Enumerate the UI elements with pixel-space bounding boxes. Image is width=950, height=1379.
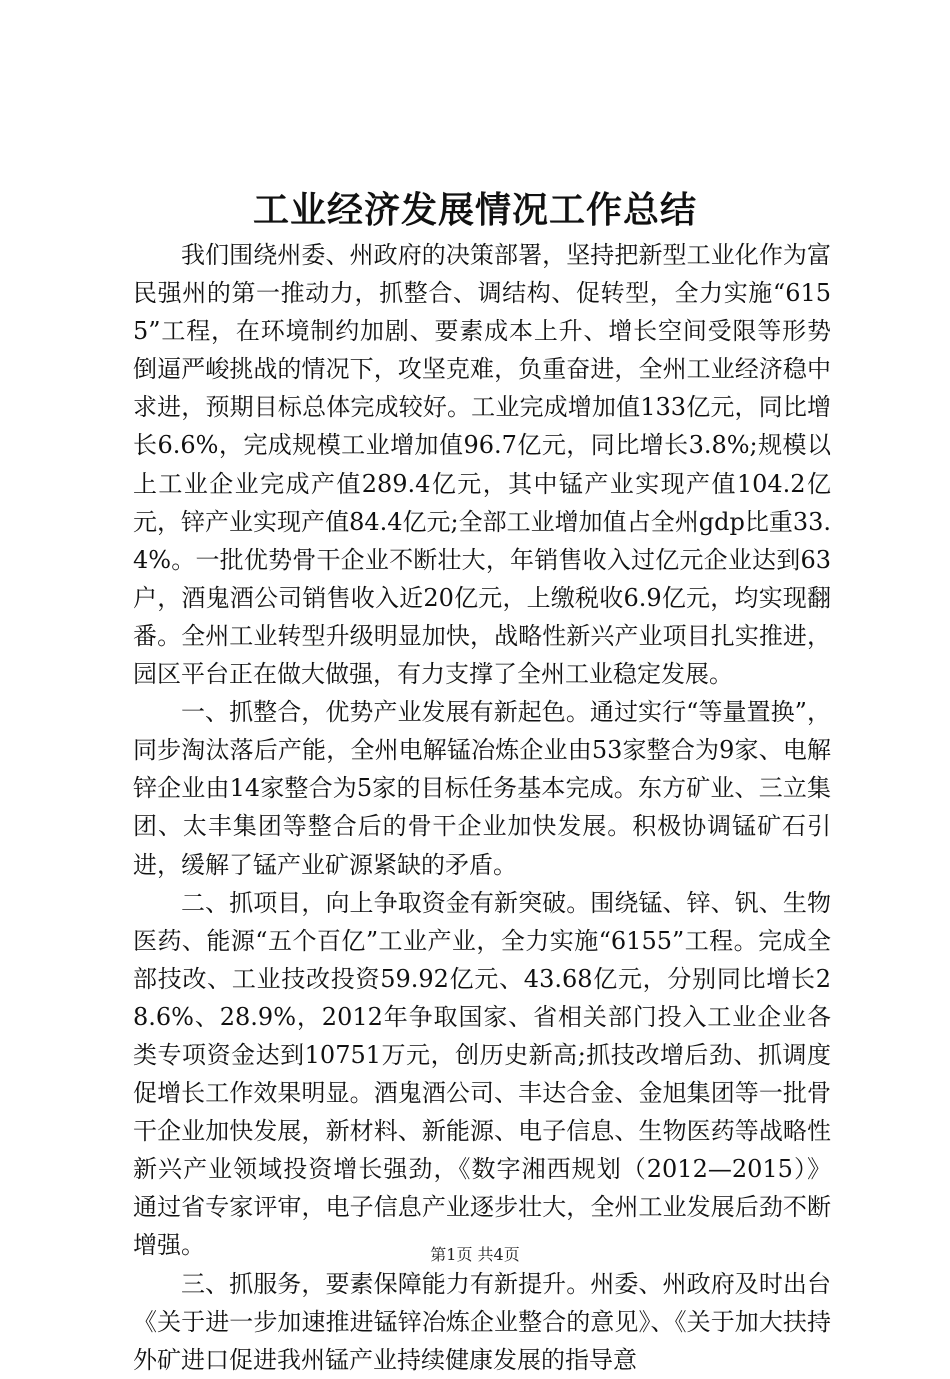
paragraph-section-3: 三、抓服务，要素保障能力有新提升。州委、州政府及时出台《关于进一步加速推进锰锌冶炼企业整合的意见》、《关于加大扶持外矿进口促进我州锰产业持续健康发展的指导意 xyxy=(133,1269,831,1374)
paragraph-intro: 我们围绕州委、州政府的决策部署，坚持把新型工业化作为富民强州的第一推动力，抓整合、调结构、促转型，全力实施“6155”工程，在环境制约加剧、要素成本上升、增长空间受限等形势倒逼严峻挑战的情况下，攻坚克难，负重奋进，全州工业经济稳中求进，预期目标总体完成较好。工业完成增加值133亿元，同比增长6.6%，完成规模工业增加值96.7亿元，同比增长3.8%;规模以上工业企业完成产值289.4亿元，其中锰产业实现产值104.2亿元，锌产业实现产值84.4亿元;全部工业增加值占全州gdp比重33.4%。一批优势骨干企业不断壮大，年销售收入过亿元企业达到63户，酒鬼酒公司销售收入近20亿元，上缴税收6.9亿元，均实现翻番。全州工业转型升级明显加快，战略性新兴产业项目扎实推进，园区平台正在做大做强，有力支撑了全州工业稳定发展。 xyxy=(133,241,831,689)
document-body xyxy=(133,236,831,1379)
paragraph-section-2: 二、抓项目，向上争取资金有新突破。围绕锰、锌、钒、生物医药、能源“五个百亿”工业产业，全力实施“6155”工程。完成全部技改、工业技改投资59.92亿元、43.68亿元，分别同比增长28.6%、28.9%，2012年争取国家、省相关部门投入工业企业各类专项资金达到10751万元，创历史新高;抓技改增后劲、抓调度促增长工作效果明显。酒鬼酒公司、丰达合金、金旭集团等一批骨干企业加快发展，新材料、新能源、电子信息、生物医药等战略性新兴产业领域投资增长强劲，《数字湘西规划（2012—2015）》通过省专家评审，电子信息产业逐步壮大，全州工业发展后劲不断增强。 xyxy=(133,888,831,1260)
paragraph-section-1: 一、抓整合，优势产业发展有新起色。通过实行“等量置换”，同步淘汰落后产能，全州电解锰冶炼企业由53家整合为9家、电解锌企业由14家整合为5家的目标任务基本完成。东方矿业、三立集团、太丰集团等整合后的骨干企业加快发展。积极协调锰矿石引进，缓解了锰产业矿源紧缺的矛盾。 xyxy=(133,698,831,879)
document-title: 工业经济发展情况工作总结 xyxy=(252,189,697,231)
page-number-footer: 第1页 共4页 xyxy=(430,1245,520,1264)
